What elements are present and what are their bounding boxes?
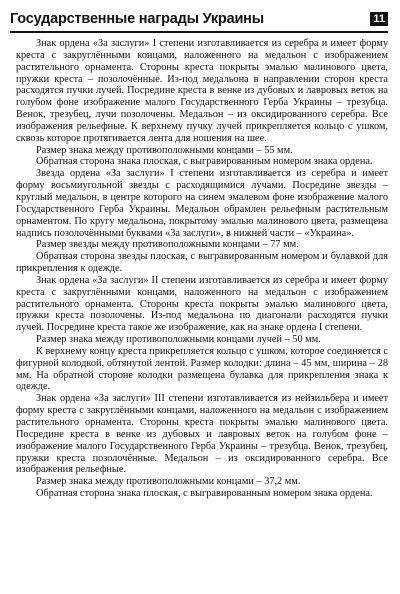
running-title: Государственные награды Украины <box>10 11 264 27</box>
page-header <box>10 7 388 31</box>
paragraph: Обратная сторона звезды плоская, с выгравированным номером и булавкой для прикрепления к одежде. <box>16 251 388 275</box>
paragraph: Знак ордена «За заслуги» I степени изготавливается из серебра и имеет форму креста с закруглёнными концами, наложенного на медальон с изображением растительного орнамента. Стороны креста покрыты эмалью малинового цвета, пружки креста – позолочённые. Из-под медальона в направлении сторон креста расходятся пучки лучей. Посредине креста в венке из дубовых и лавровых веток на голубом фоне изображение малого Государственного Герба Украины – трезубца. Венок, трезубец, лучи позолочены. Медальон – из оксидированного серебра. Все изображения рельефные. К верхнему пучку лучей прикрепляется кольцо с ушком, сквозь которое протягивается лента для ношения на шее. <box>16 38 388 144</box>
paragraph: Обратная сторона знака плоская, с выгравированным номером знака ордена. <box>36 156 373 168</box>
paragraph: Размер знака между противоположными концами – 37,2 мм. <box>36 476 301 488</box>
header-rule <box>10 31 388 33</box>
paragraph: Звезда ордена «За заслуги» I степени изготавливается из серебра и имеет форму восьмиугольной звезды с расходящимися лучами. Посредине звезды – круглый медальон, в центре которого на синем эмалевом фоне изображение малого Государственного Герба Украины. Медальон обрамлен рельефным растительным орнаментом. По кругу медальона, покрытому эмалью малинового цвета, размещена надпись позолочёнными буквами «За заслуги», в нижней части – «Украина». <box>16 168 388 239</box>
paragraph: Знак ордена «За заслуги» III степени изготавливается из нейзильбера и имеет форму креста с закруглёнными концами, наложенного на медальон с изображением растительного орнамента. Стороны креста покрыты эмалью малинового цвета. Посредине креста в венке из дубовых и лавровых веток на голубом фоне – изображение малого Государственного Герба Украины – трезубца. Венок, трезубец, пружки креста позолочённые. Медальон – из оксидированного серебра. Все изображения рельефные. <box>16 393 388 476</box>
page-number: 11 <box>370 12 388 26</box>
paragraph: Знак ордена «За заслуги» II степени изготавливается из серебра и имеет форму креста с закруглёнными концами, наложенного на медальон с изображением растительного орнамента. Стороны креста покрыты эмалью малинового цвета, пружки креста позолочены. Из-под медальона по диагонали расходятся пучки лучей. Посредине креста такое же изображение, как на знаке ордена I степени. <box>16 274 388 334</box>
paragraph: Размер звезды между противоположными концами – 77 мм. <box>36 239 299 251</box>
body-text <box>16 38 388 500</box>
paragraph: К верхнему концу креста прикрепляется кольцо с ушком, которое соединяется с фигурной колодкой, обтянутой лентой. Размер колодки: длина – 45 мм, ширина – 28 мм. На обратной стороне колодки размещена булавка для прикрепления знака к одежде. <box>16 345 388 393</box>
paragraph: Размер знака между противоположными концами – 55 мм. <box>36 144 293 156</box>
paragraph: Обратная сторона знака плоская, с выгравированным номером знака ордена. <box>36 488 373 500</box>
paragraph: Размер знака между противоположными концами лучей – 50 мм. <box>36 334 321 346</box>
